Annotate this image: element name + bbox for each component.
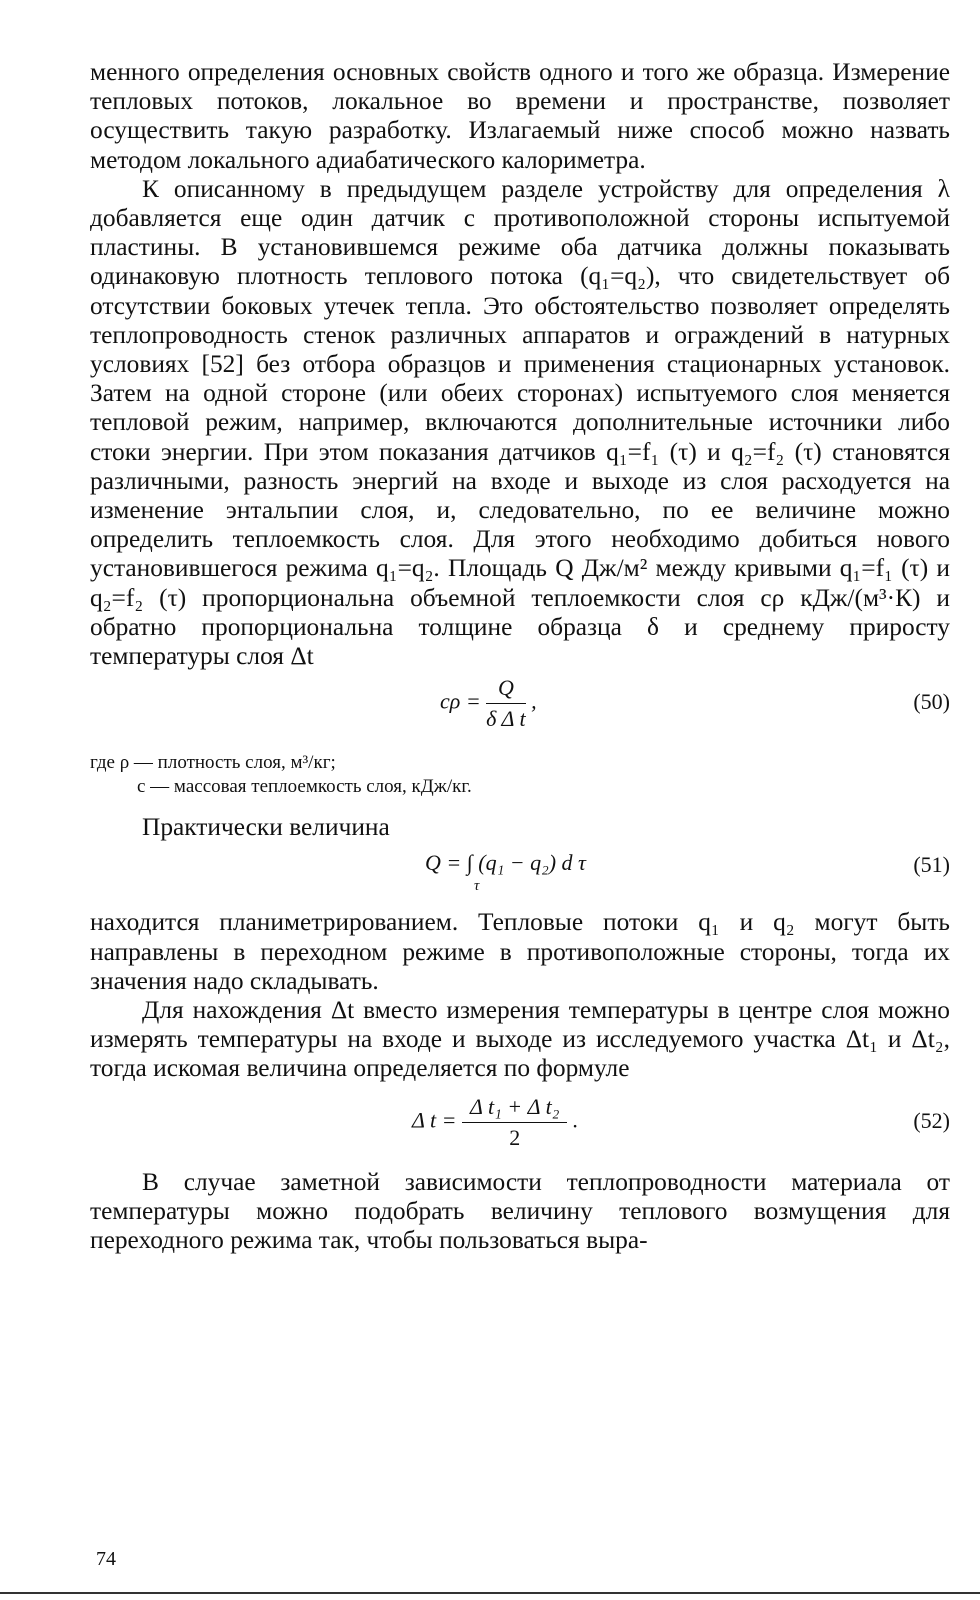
bottom-rule bbox=[0, 1592, 980, 1594]
where-line-1: где ρ — плотность слоя, м³/кг; bbox=[90, 752, 336, 774]
formula-51-number: (51) bbox=[913, 852, 950, 878]
formula-52-fraction bbox=[462, 1094, 567, 1151]
formula-52-numerator: Δ t₁ + Δ t₂ bbox=[462, 1094, 567, 1123]
formula-52-number: (52) bbox=[913, 1107, 950, 1133]
formula-50-denominator: δ Δ t bbox=[486, 706, 526, 732]
formula-50-tail: , bbox=[531, 688, 537, 714]
formula-50 bbox=[90, 671, 950, 745]
where-line-2: c — массовая теплоемкость слоя, кДж/кг. bbox=[137, 776, 472, 798]
paragraph-2: К описанному в предыдущем разделе устройству для определения λ добавляется еще один датчик с противоположной стороны испытуемой пластины. В установившемся режиме оба датчика должны показывать одинаковую плотность теплового потока (q₁=q₂), что свидетельствует об отсутствии боковых утечек тепла. Это обстоятельство позволяет определять теплопроводность стенок различных аппаратов и ограждений в натурных условиях [52] без отбора образцов и применения стационарных установок. Затем на одной стороне (или обеих сторонах) испытуемого слоя меняется тепловой режим, например, включаются дополнительные источники либо стоки энергии. При этом показания датчиков q₁=f₁ (τ) и q₂=f₂ (τ) становятся различными, разность энергий на входе и выходе из слоя расходуется на изменение энтальпии слоя, и, следовательно, по ее величине можно определить теплоемкость слоя. Для этого необходимо добиться нового установившегося режима q₁=q₂. Площадь Q Дж/м² между кривыми q₁=f₁ (τ) и q₂=f₂ (τ) пропорциональна объемной теплоемкости слоя cρ кДж/(м³·К) и обратно пропорциональна толщине образца δ и среднему приросту температуры слоя Δt bbox=[90, 174, 950, 671]
formula-50-fraction bbox=[486, 675, 525, 732]
formula-52-denominator: 2 bbox=[509, 1124, 521, 1150]
page-body bbox=[90, 58, 950, 1255]
formula-52 bbox=[90, 1084, 950, 1168]
page-number: 74 bbox=[96, 1548, 116, 1570]
formula-50-lhs: cρ = bbox=[440, 688, 481, 714]
formula-51-text: Q = ∫ (q₁ − q₂) d τ bbox=[425, 850, 586, 876]
formula-51 bbox=[90, 842, 950, 908]
formula-50-number: (50) bbox=[913, 689, 950, 715]
paragraph-4: находится планиметрированием. Тепловые потоки q₁ и q₂ могут быть направлены в переходном режиме в противоположные стороны, тогда их значения надо складывать. bbox=[90, 908, 950, 995]
paragraph-1: менного определения основных свойств одного и того же образца. Измерение тепловых потоков, локальное во времени и пространстве, позволяет осуществить такую разработку. Излагаемый ниже способ можно назвать методом локального адиабатического калориметра. bbox=[90, 58, 950, 174]
formula-51-subscript: τ bbox=[474, 878, 480, 895]
formula-52-lhs: Δ t = bbox=[412, 1107, 457, 1133]
formula-50-numerator: Q bbox=[486, 675, 525, 704]
where-legend bbox=[90, 751, 950, 799]
paragraph-6: В случае заметной зависимости теплопроводности материала от температуры можно подобрать величину теплового возмущения для переходного режима так, чтобы пользоваться выра- bbox=[90, 1167, 950, 1255]
paragraph-3: Практически величина bbox=[142, 813, 390, 842]
formula-52-tail: . bbox=[572, 1107, 579, 1133]
paragraph-5: Для нахождения Δt вместо измерения температуры в центре слоя можно измерять температуры на входе и выходе из исследуемого участка Δt₁ и Δt₂, тогда искомая величина определяется по формуле bbox=[90, 996, 950, 1083]
